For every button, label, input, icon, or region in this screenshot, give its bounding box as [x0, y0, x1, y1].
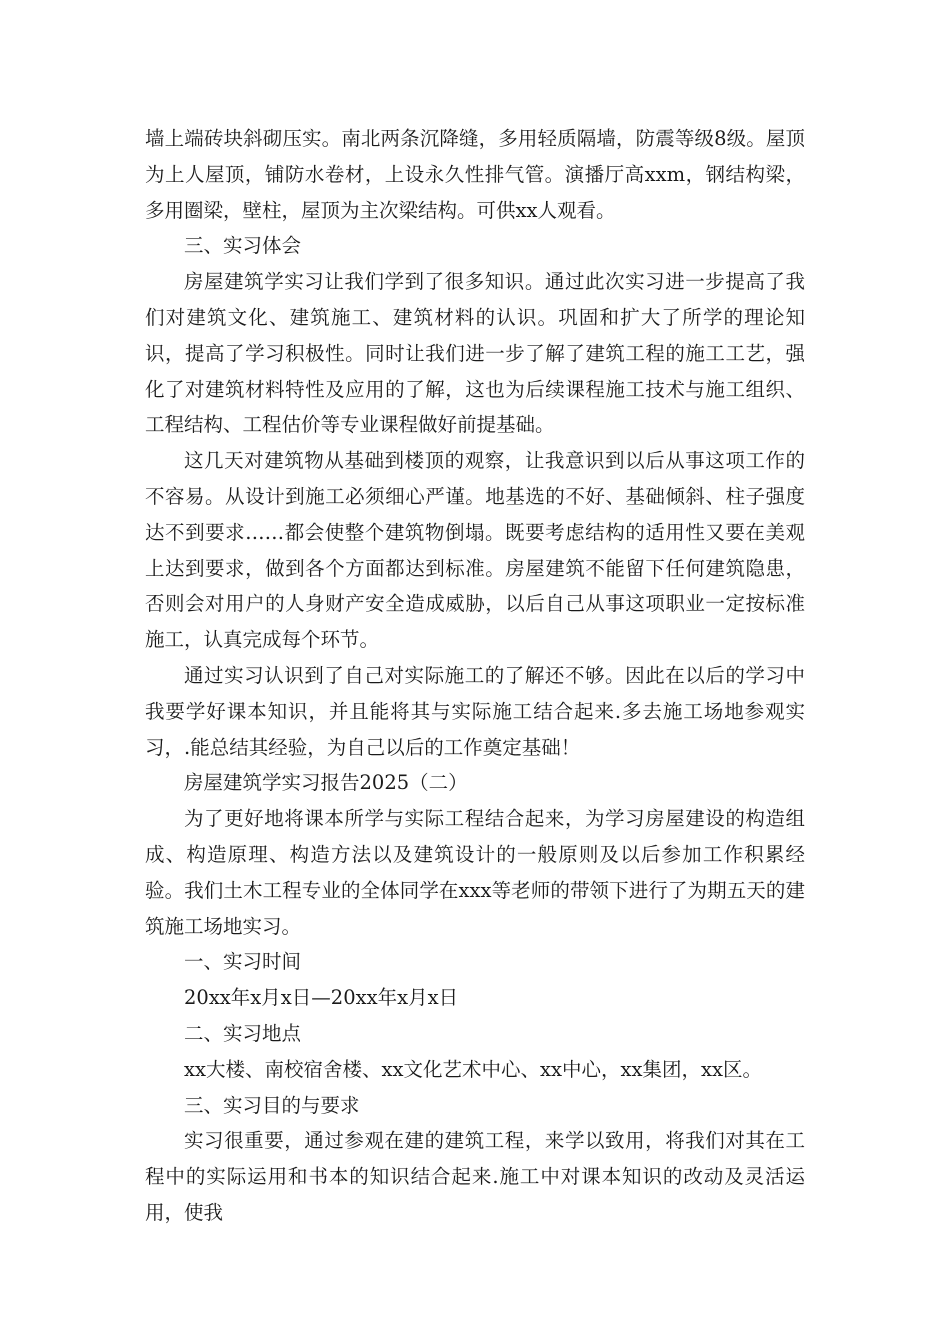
paragraph: 通过实习认识到了自己对实际施工的了解还不够。因此在以后的学习中我要学好课本知识，并且能将其与实际施工结合起来.多去施工场地参观实习，.能总结其经验，为自己以后的工作奠定基础！ — [145, 663, 805, 759]
paragraph: 为了更好地将课本所学与实际工程结合起来，为学习房屋建设的构造组成、构造原理、构造方法以及建筑设计的一般原则及以后参加工作积累经验。我们土木工程专业的全体同学在xxx等老师的带领下进行了为期五天的建筑施工场地实习。 — [145, 807, 805, 938]
paragraph: 房屋建筑学实习让我们学到了很多知识。通过此次实习进一步提高了我们对建筑文化、建筑施工、建筑材料的认识。巩固和扩大了所学的理论知识，提高了学习积极性。同时让我们进一步了解了建筑工程的施工工艺，强化了对建筑材料特性及应用的了解，这也为后续课程施工技术与施工组织、工程结构、工程估价等专业课程做好前提基础。 — [145, 270, 805, 437]
section-heading-experience: 三、实习体会 — [184, 234, 302, 258]
section-heading-time: 一、实习时间 — [184, 950, 302, 974]
location-list: xx大楼、南校宿舍楼、xx文化艺术中心、xx中心，xx集团，xx区。 — [184, 1057, 762, 1081]
report-title: 房屋建筑学实习报告2025（二） — [184, 771, 468, 795]
paragraph: 这几天对建筑物从基础到楼顶的观察，让我意识到以后从事这项工作的不容易。从设计到施工必须细心严谨。地基选的不好、基础倾斜、柱子强度达不到要求……都会使整个建筑物倒塌。既要考虑结构的适用性又要在美观上达到要求，做到各个方面都达到标准。房屋建筑不能留下任何建筑隐患，否则会对用户的人身财产安全造成威胁，以后自己从事这项职业一定按标准施工，认真完成每个环节。 — [145, 449, 805, 652]
paragraph: 实习很重要，通过参观在建的建筑工程，来学以致用，将我们对其在工程中的实际运用和书本的知识结合起来.施工中对课本知识的改动及灵活运用，使我 — [145, 1129, 805, 1224]
section-heading-location: 二、实习地点 — [184, 1021, 302, 1045]
document-page — [145, 121, 805, 1231]
paragraph-continuation: 墙上端砖块斜砌压实。南北两条沉降缝，多用轻质隔墙，防震等级8级。屋顶为上人屋顶，铺防水卷材，上设永久性排气管。演播厅高xxm，钢结构梁，多用圈梁，壁柱，屋顶为主次梁结构。可供xx人观看。 — [145, 127, 805, 222]
date-range: 20xx年x月x日—20xx年x月x日 — [184, 986, 459, 1010]
section-heading-purpose: 三、实习目的与要求 — [184, 1093, 360, 1117]
